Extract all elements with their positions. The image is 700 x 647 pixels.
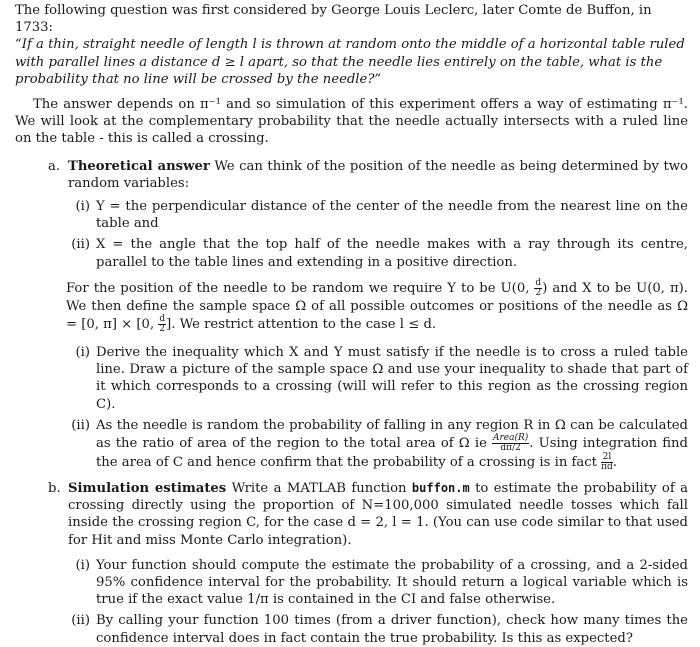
list-item: (ii) As the needle is random the probability of falling in any region R in Ω can be calculated as the ratio of area of the region to the total area of Ω ie $\frac{\text{Area(R)}}{d\pi/2}$ . Using integration find the area of C and hence confirm that the probability of a crossing is in fact $\frac{2l}{\pi d}$ .: [71, 417, 688, 473]
section-a: [48, 158, 688, 472]
section-b-heading: Simulation estimates: [68, 481, 227, 497]
buffon-quote: “If a thin, straight needle of length l is thrown at random onto the middle of a horizontal table ruled with parallel lines a distance d ≥ l apart, so that the needle lies entirely on the table, what is the probability that no line will be crossed by the needle?”: [15, 37, 685, 87]
list-item: (i) Your function should compute the estimate the probability of a crossing, and a 2-sided 95% confidence interval for the probability. It should return a logical variable which is true if the exact value 1/π is contained in the CI and false otherwise.: [75, 557, 688, 608]
section-a-intro: We can think of the position of the needle as being determined by two random variables:: [68, 158, 688, 191]
sample-space-paragraph: For the position of the needle to be random we require Y to be U(0, $\frac{d}{2}$ ) and X to be U(0, π). We then define the sample space Ω of all possible outcomes or positions of the needle as Ω = [0, π] × [0, $\frac{d}{2}$ ]. We restrict attention to the case l ≤ d.: [66, 277, 688, 335]
fraction-d-over-2: $\frac{d}{2}$: [159, 314, 166, 335]
section-b-letter: b.: [48, 481, 61, 497]
section-b-tasks: [66, 557, 688, 647]
intro: [15, 2, 688, 88]
fraction-area-ratio: $\frac{\text{Area(R)}}{d\pi/2}$: [493, 433, 529, 454]
answer-paragraph: The answer depends on π⁻¹ and so simulation of this experiment offers a way of estimating π⁻¹. We will look at the complementary probability that the needle actually intersects with a ruled line on the table - this is called a crossing.: [15, 97, 688, 147]
random-variables-list: [66, 198, 688, 271]
intro-line: The following question was first considered by George Louis Leclerc, later Comte de Buffon, in 1733:: [15, 3, 652, 36]
section-a-tasks: [66, 344, 688, 472]
list-item: (i) Derive the inequality which X and Y must satisfy if the needle is to cross a ruled table line. Draw a picture of the sample space Ω and use your inequality to shade that part of it which corresponds to a crossing (will will refer to this region as the crossing region C).: [75, 345, 688, 412]
list-item: (ii) By calling your function 100 times (from a driver function), check how many times the confidence interval does in fact contain the true probability. Is this as expected?: [71, 613, 688, 646]
fraction-d-over-2: $\frac{d}{2}$: [535, 277, 542, 298]
list-item: (ii) X = the angle that the top half of the needle makes with a ray through its centre, parallel to the table lines and extending in a positive direction.: [71, 237, 688, 270]
section-a-heading: Theoretical answer: [68, 158, 210, 174]
section-b: b. Simulation estimates Write a MATLAB function buffon.m to estimate the probability of a crossing directly using the proportion of N=100,000 simulated needle tosses which fall inside the crossing region C, for the case d = 2, l = 1. (You can use code similar to that used for Hit and miss Monte Carlo integration). (i) Your function should compute the estimate the probability of a crossing, and a 2-sided 95% confidence interval for the probability. It should return a logical variable which is true if the exact value 1/π is contained in the CI and false otherwise. (ii) By calling your function 100 times (from a driver function), check how many times the confidence interval does in fact contain the true probability. Is this as expected?: [48, 481, 688, 646]
fraction-crossing-prob: $\frac{2l}{\pi d}$: [601, 452, 613, 473]
code-buffon: buffon.m: [411, 481, 470, 496]
list-item: (i) Y = the perpendicular distance of the center of the needle from the nearest line on the table and: [75, 199, 688, 232]
section-a-letter: a.: [48, 158, 61, 174]
